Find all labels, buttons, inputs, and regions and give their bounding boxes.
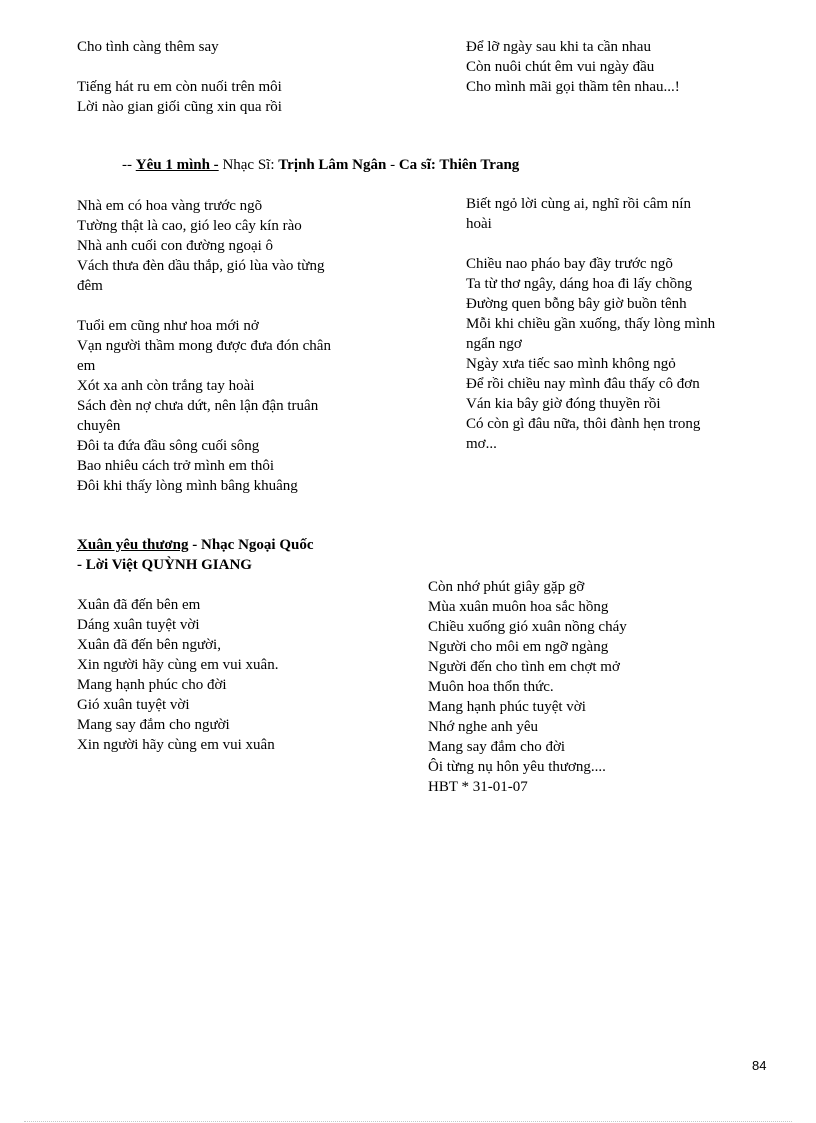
lyric-line xyxy=(466,234,715,254)
lyric-line: Đôi ta đứa đầu sông cuối sông xyxy=(77,438,260,454)
top-left-lyrics xyxy=(77,37,282,117)
song1-composer-label: Nhạc Sĩ: xyxy=(218,157,279,173)
lyric-line: Xuân đã đến bên em xyxy=(77,597,201,613)
lyric-line: Tiếng hát ru em còn nuối trên môi xyxy=(77,79,282,95)
song1-left-lyrics xyxy=(77,196,331,496)
song1-heading xyxy=(122,155,519,175)
lyric-line: Mang hạnh phúc cho đời xyxy=(77,677,227,693)
lyric-line: Người đến cho tình em chợt mở xyxy=(428,659,620,675)
lyric-line: Dáng xuân tuyệt vời xyxy=(77,617,200,633)
lyric-line: Xin người hãy cùng em vui xuân xyxy=(77,737,275,753)
lyric-line: Để rồi chiều nay mình đâu thấy cô đơn xyxy=(466,376,700,392)
footer-divider xyxy=(24,1121,792,1122)
lyric-line: Nhà anh cuối con đường ngoại ô xyxy=(77,238,274,254)
lyric-line: Gió xuân tuyệt vời xyxy=(77,697,190,713)
song2-title: Xuân yêu thương xyxy=(77,537,189,553)
lyric-line: Mùa xuân muôn hoa sắc hồng xyxy=(428,599,609,615)
song2-right-lyrics xyxy=(428,577,627,797)
lyric-line xyxy=(77,296,331,316)
lyric-line: Chiều nao pháo bay đầy trước ngõ xyxy=(466,256,673,272)
lyric-line: Mang hạnh phúc tuyệt vời xyxy=(428,699,586,715)
lyric-line: Mang say đắm cho đời xyxy=(428,739,566,755)
lyric-line: Ván kia bây giờ đóng thuyền rồi xyxy=(466,396,661,412)
song2-lyricist: - Lời Việt QUỲNH GIANG xyxy=(77,557,252,573)
song1-right-lyrics xyxy=(466,194,715,454)
lyric-line: Người cho môi em ngỡ ngàng xyxy=(428,639,609,655)
lyric-line: Để lỡ ngày sau khi ta cần nhau xyxy=(466,39,651,55)
lyric-line: ngẩn ngơ xyxy=(466,336,522,352)
lyric-line: Nhớ nghe anh yêu xyxy=(428,719,538,735)
lyric-line: Ta từ thơ ngây, dáng hoa đi lấy chồng xyxy=(466,276,693,292)
lyric-line: Mỗi khi chiều gần xuống, thấy lòng mình xyxy=(466,316,716,332)
lyric-line: HBT * 31-01-07 xyxy=(428,779,528,795)
lyric-line: đêm xyxy=(77,278,103,294)
song1-composer: Trịnh Lâm Ngân xyxy=(278,157,387,173)
page-number: 84 xyxy=(752,1058,767,1073)
lyric-line: mơ... xyxy=(466,436,497,452)
lyric-line: Bao nhiêu cách trở mình em thôi xyxy=(77,458,275,474)
lyric-line: Có còn gì đâu nữa, thôi đành hẹn trong xyxy=(466,416,701,432)
song2-heading xyxy=(77,535,314,575)
song1-singer-label: Ca sĩ: xyxy=(398,157,440,173)
song2-left-lyrics xyxy=(77,595,278,755)
lyric-line: hoài xyxy=(466,216,492,232)
lyric-line: chuyên xyxy=(77,418,121,434)
lyric-line: Chiều xuống gió xuân nồng cháy xyxy=(428,619,627,635)
song1-prefix: -- xyxy=(122,157,136,173)
lyric-line: Tuổi em cũng như hoa mới nở xyxy=(77,318,259,334)
lyric-line xyxy=(77,57,282,77)
lyric-line: Sách đèn nợ chưa dứt, nên lận đận truân xyxy=(77,398,319,414)
top-right-lyrics xyxy=(466,37,680,97)
lyric-line: Nhà em có hoa vàng trước ngõ xyxy=(77,198,263,214)
lyric-line: Mang say đắm cho người xyxy=(77,717,230,733)
lyric-line: Muôn hoa thổn thức. xyxy=(428,679,554,695)
lyric-line: Vách thưa đèn dầu thắp, gió lùa vào từng xyxy=(77,258,325,274)
lyric-line: Còn nuôi chút êm vui ngày đầu xyxy=(466,59,655,75)
lyric-line: Vạn người thầm mong được đưa đón chân xyxy=(77,338,331,354)
lyric-line: Cho mình mãi gọi thầm tên nhau...! xyxy=(466,79,680,95)
lyric-line: Biết ngỏ lời cùng ai, nghĩ rồi câm nín xyxy=(466,196,691,212)
lyric-line: em xyxy=(77,358,96,374)
lyric-line: Ngày xưa tiếc sao mình không ngỏ xyxy=(466,356,676,372)
lyric-line: Xuân đã đến bên người, xyxy=(77,637,221,653)
lyric-line: Còn nhớ phút giây gặp gỡ xyxy=(428,579,585,595)
lyric-line: Xót xa anh còn trắng tay hoài xyxy=(77,378,255,394)
lyric-line: Cho tình càng thêm say xyxy=(77,39,219,55)
lyric-line: Xin người hãy cùng em vui xuân. xyxy=(77,657,279,673)
lyric-line: Tường thật là cao, gió leo cây kín rào xyxy=(77,218,302,234)
lyric-line: Lời nào gian giối cũng xin qua rồi xyxy=(77,99,282,115)
lyric-line: Đường quen bỗng bây giờ buồn tênh xyxy=(466,296,687,312)
lyric-line: Đôi khi thấy lòng mình bâng khuâng xyxy=(77,478,298,494)
lyric-line: Ôi từng nụ hôn yêu thương.... xyxy=(428,759,606,775)
song1-title: Yêu 1 mình - xyxy=(135,157,219,173)
song1-singer: Thiên Trang xyxy=(439,157,520,173)
song1-separator: - xyxy=(386,157,399,173)
song2-composer: - Nhạc Ngoại Quốc xyxy=(188,537,314,553)
